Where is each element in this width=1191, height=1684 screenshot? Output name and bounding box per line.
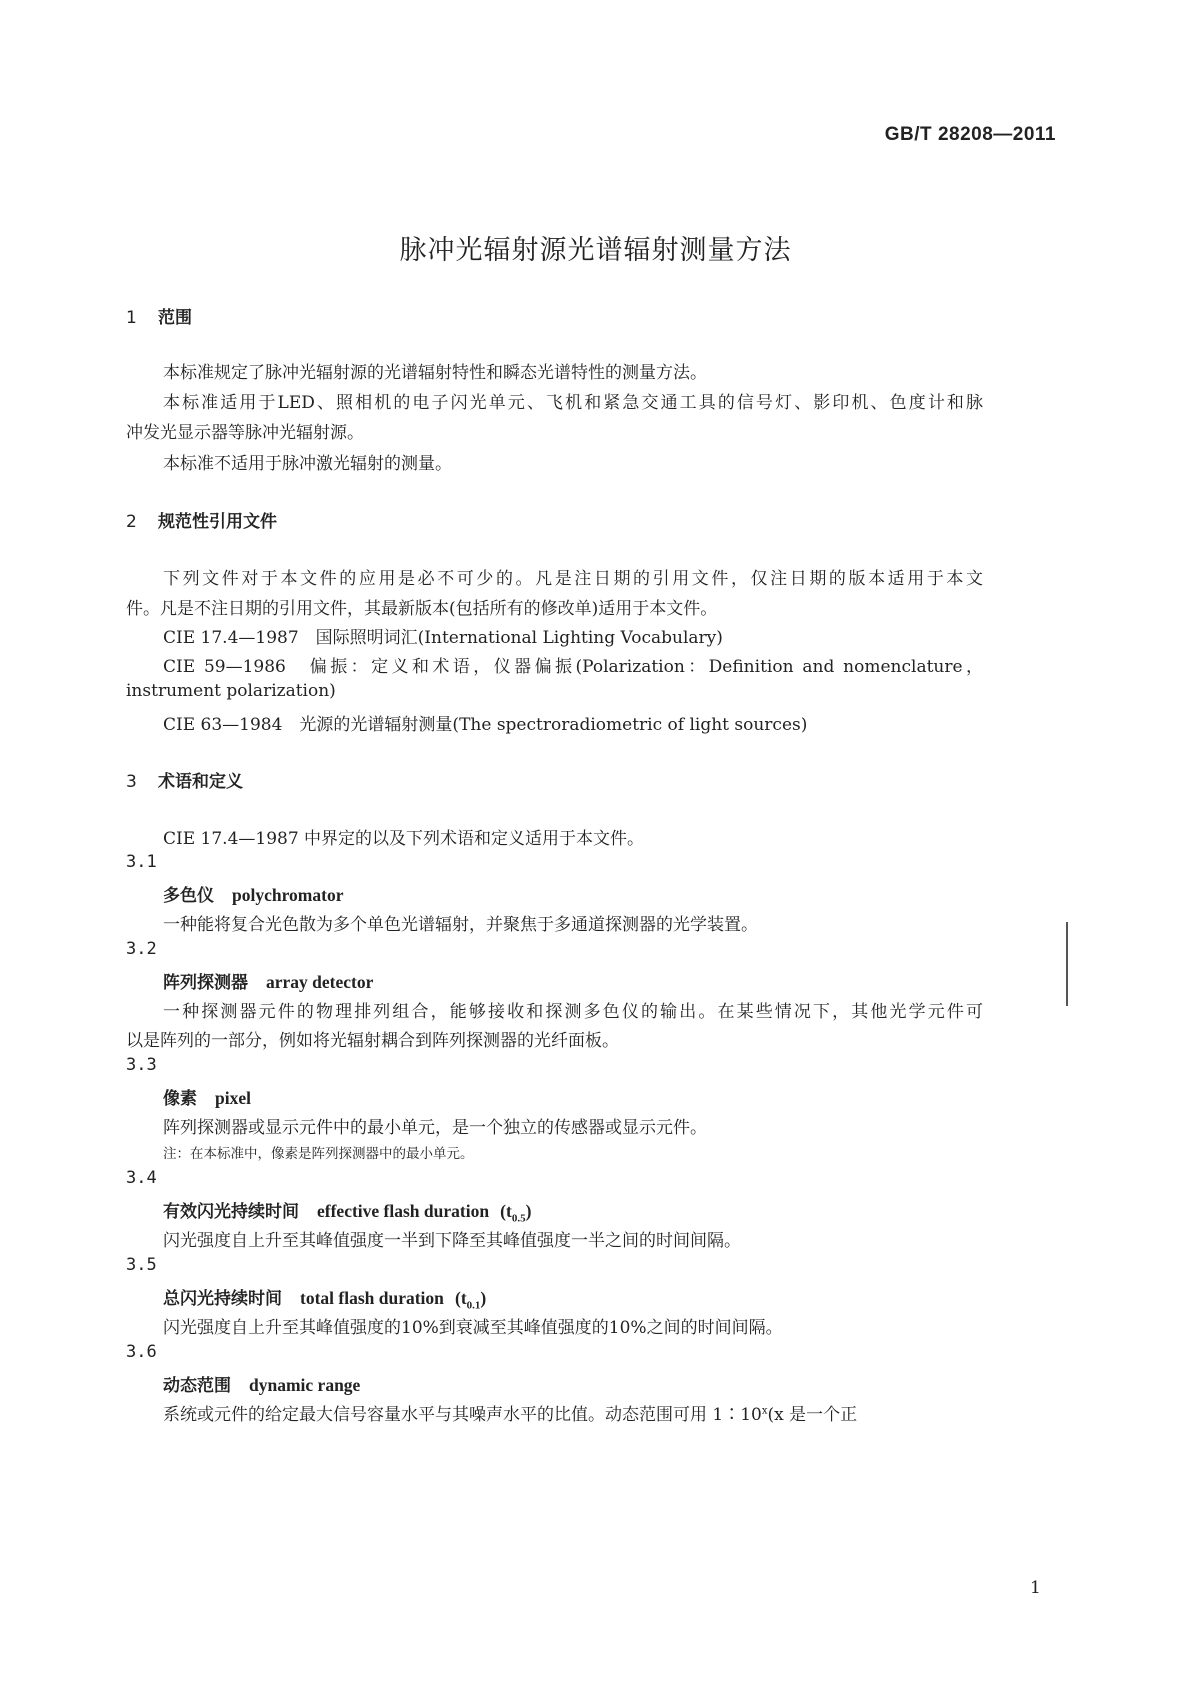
symbol-close: ) xyxy=(525,1201,532,1221)
term-heading xyxy=(163,1371,360,1396)
reference-item: CIE 17.4—1987 国际照明词汇(International Lighting Vocabulary) xyxy=(163,628,723,648)
term-heading xyxy=(163,1197,531,1225)
definition: 一种探测器元件的物理排列组合，能够接收和探测多色仪的输出。在某些情况下，其他光学元件可 xyxy=(163,1002,983,1022)
section-label: 术语和定义 xyxy=(158,772,243,792)
term-number: 3.2 xyxy=(126,939,157,959)
term-english: pixel xyxy=(215,1088,251,1108)
term-heading xyxy=(163,1284,486,1312)
section-number: 1 xyxy=(126,308,137,328)
exponent: x xyxy=(761,1405,768,1417)
term-chinese: 动态范围 xyxy=(163,1376,231,1396)
reference-item: CIE 63—1984 光源的光谱辐射测量(The spectroradiometric of light sources) xyxy=(163,715,808,735)
term-chinese: 多色仪 xyxy=(163,886,214,906)
term-number: 3.3 xyxy=(126,1055,157,1075)
section-3-heading xyxy=(126,767,243,792)
reference-item: instrument polarization) xyxy=(126,681,336,701)
paragraph: 下列文件对于本文件的应用是必不可少的。凡是注日期的引用文件，仅注日期的版本适用于本文 xyxy=(163,569,983,589)
note: 注：在本标准中，像素是阵列探测器中的最小单元。 xyxy=(163,1146,474,1162)
symbol-text: (t xyxy=(500,1201,512,1221)
term-symbol xyxy=(455,1288,487,1312)
term-english: polychromator xyxy=(232,885,344,905)
term-english: array detector xyxy=(266,972,374,992)
term-english: dynamic range xyxy=(249,1375,361,1395)
paragraph: 本标准规定了脉冲光辐射源的光谱辐射特性和瞬态光谱特性的测量方法。 xyxy=(163,363,707,383)
paragraph: 本标准适用于LED、照相机的电子闪光单元、飞机和紧急交通工具的信号灯、影印机、色度计和脉 xyxy=(163,393,983,413)
symbol-subscript: 0.1 xyxy=(466,1299,481,1312)
definition: 闪光强度自上升至其峰值强度一半到下降至其峰值强度一半之间的时间间隔。 xyxy=(163,1231,741,1251)
paragraph: 冲发光显示器等脉冲光辐射源。 xyxy=(126,423,364,443)
symbol-subscript: 0.5 xyxy=(511,1212,526,1225)
term-heading xyxy=(163,881,343,906)
section-number: 3 xyxy=(126,772,137,792)
definition-text: (x 是一个正 xyxy=(767,1405,858,1425)
definition: 一种能将复合光色散为多个单色光谱辐射，并聚焦于多通道探测器的光学装置。 xyxy=(163,915,758,935)
change-bar xyxy=(1066,922,1068,1006)
term-chinese: 像素 xyxy=(163,1089,197,1109)
symbol-close: ) xyxy=(480,1288,487,1308)
standard-number: GB/T 28208—2011 xyxy=(884,124,1056,145)
paragraph: 件。凡是不注日期的引用文件，其最新版本(包括所有的修改单)适用于本文件。 xyxy=(126,599,718,619)
symbol-text: (t xyxy=(455,1288,467,1308)
term-number: 3.1 xyxy=(126,852,157,872)
section-label: 规范性引用文件 xyxy=(158,512,277,532)
term-chinese: 阵列探测器 xyxy=(163,973,248,993)
term-english: total flash duration xyxy=(300,1288,444,1308)
page-number: 1 xyxy=(1030,1578,1041,1598)
definition-text: 系统或元件的给定最大信号容量水平与其噪声水平的比值。动态范围可用 1∶10 xyxy=(163,1405,762,1425)
term-symbol xyxy=(500,1201,532,1225)
definition: 闪光强度自上升至其峰值强度的10%到衰减至其峰值强度的10%之间的时间间隔。 xyxy=(163,1318,783,1338)
section-1-heading xyxy=(126,303,192,328)
term-chinese: 有效闪光持续时间 xyxy=(163,1202,299,1222)
term-number: 3.5 xyxy=(126,1255,157,1275)
term-heading xyxy=(163,1084,251,1109)
term-english: effective flash duration xyxy=(317,1201,490,1221)
definition: 阵列探测器或显示元件中的最小单元，是一个独立的传感器或显示元件。 xyxy=(163,1118,707,1138)
term-chinese: 总闪光持续时间 xyxy=(163,1289,282,1309)
paragraph: 本标准不适用于脉冲激光辐射的测量。 xyxy=(163,454,452,474)
section-number: 2 xyxy=(126,512,137,532)
section-label: 范围 xyxy=(158,308,192,328)
term-heading xyxy=(163,968,373,993)
reference-item: CIE 59—1986 偏振：定义和术语，仪器偏振(Polarization：Definition and nomenclature， xyxy=(163,657,983,677)
section-2-heading xyxy=(126,507,277,532)
term-number: 3.4 xyxy=(126,1168,157,1188)
document-title: 脉冲光辐射源光谱辐射测量方法 xyxy=(399,235,792,266)
definition: 以是阵列的一部分，例如将光辐射耦合到阵列探测器的光纤面板。 xyxy=(126,1031,619,1051)
definition xyxy=(163,1400,857,1425)
term-number: 3.6 xyxy=(126,1342,157,1362)
paragraph: CIE 17.4—1987 中界定的以及下列术语和定义适用于本文件。 xyxy=(163,829,645,849)
